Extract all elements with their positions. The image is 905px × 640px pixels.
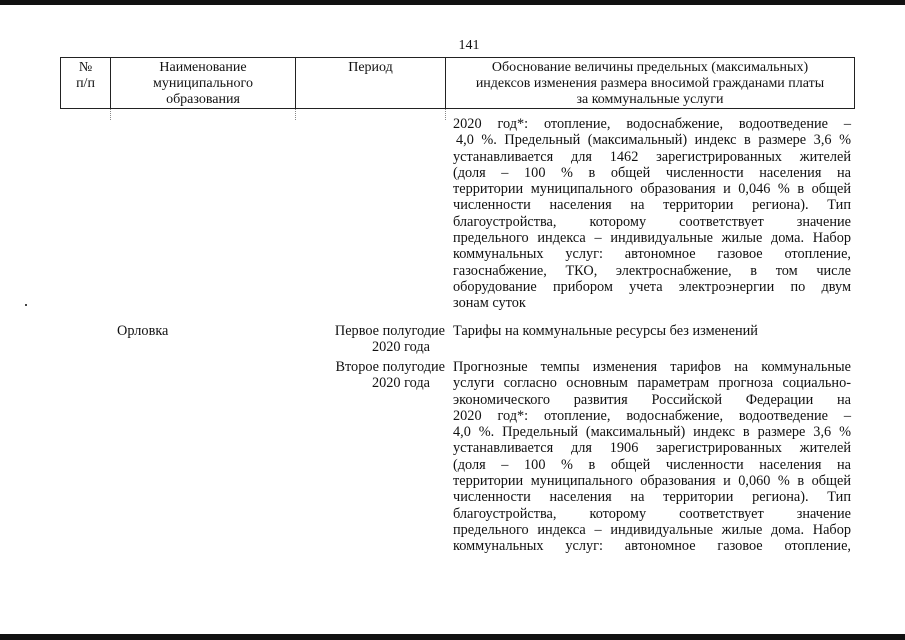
period-first-half [295, 323, 445, 356]
text-line: (доля – 100 % в общей численности населения на [453, 456, 851, 473]
header-municipality-line: Наименование [159, 60, 247, 75]
text-line: предельного индекса – индивидуальные жилые дома. Набор [453, 521, 851, 538]
header-municipality-cell [111, 58, 296, 108]
header-justification-cell [446, 58, 854, 108]
header-period-line: Период [348, 60, 393, 75]
text-line: устанавливается для 1462 зарегистрированных жителей [453, 148, 851, 165]
text-line: газоснабжение, ТКО, электроснабжение, в том числе [453, 262, 851, 279]
justification-text [453, 359, 851, 555]
table-body [60, 109, 855, 589]
header-number-cell [61, 58, 111, 108]
text-line: коммунальных услуг: автономное газовое отопление, [453, 538, 851, 555]
header-number-line: № [78, 60, 93, 75]
text-line: благоустройства, которому соответствует значение [453, 213, 851, 230]
header-justification-line: за коммунальные услуги [576, 92, 724, 107]
text-line: коммунальных услуг: автономное газовое отопление, [453, 246, 851, 263]
scan-speck [25, 304, 27, 306]
period-line: Второе полугодие [335, 359, 445, 375]
tariffs-unchanged-text: Тарифы на коммунальные ресурсы без изменений [453, 323, 758, 339]
header-justification-line: Обоснование величины предельных (максимальных) [491, 60, 809, 75]
text-line: услуги согласно основным параметрам прогноза социально- [453, 375, 851, 392]
text-line: Прогнозные темпы изменения тарифов на коммунальные [453, 359, 851, 375]
header-municipality-line: муниципального [153, 76, 253, 91]
text-line: 4,0 %. Предельный (максимальный) индекс в размере 3,6 % [456, 132, 851, 149]
header-period-cell [296, 58, 446, 108]
column-divider [110, 109, 111, 120]
table-header [60, 57, 855, 109]
page-number: 141 [458, 38, 480, 53]
period-second-half [295, 359, 445, 392]
text-line: экономического развития Российской Федерации на [453, 391, 851, 408]
justification-text-continued [453, 116, 851, 312]
text-line: устанавливается для 1906 зарегистрированных жителей [453, 440, 851, 457]
municipality-name: Орловка [117, 323, 169, 339]
header-justification-line: индексов изменения размера вносимой гражданами платы [475, 76, 825, 91]
text-line: оборудование прибором учета электроэнергии по двум [453, 278, 851, 295]
text-line: численности населения на территории региона). Тип [453, 489, 851, 506]
text-line: 4,0 %. Предельный (максимальный) индекс в размере 3,6 % [453, 424, 851, 441]
period-line: 2020 года [371, 339, 430, 356]
scan-top-border [0, 0, 905, 5]
text-line: 2020 год*: отопление, водоснабжение, водоотведение – [453, 116, 851, 132]
text-line: (доля – 100 % в общей численности населения на [453, 164, 851, 181]
header-municipality-line: образования [166, 92, 240, 107]
text-line: благоустройства, которому соответствует значение [453, 505, 851, 522]
text-line: 2020 год*: отопление, водоснабжение, водоотведение – [453, 407, 851, 424]
text-line: предельного индекса – индивидуальные жилые дома. Набор [453, 230, 851, 247]
header-number-line: п/п [76, 76, 95, 91]
column-divider [445, 109, 446, 120]
text-line: территории муниципального образования и 0,060 % в общей [453, 473, 851, 490]
text-line: зонам суток [453, 295, 526, 312]
text-line: территории муниципального образования и 0,046 % в общей [453, 181, 851, 198]
column-divider [295, 109, 296, 120]
period-line: 2020 года [371, 375, 430, 392]
text-line: численности населения на территории региона). Тип [453, 197, 851, 214]
scan-bottom-border [0, 634, 905, 640]
period-line: Первое полугодие [334, 323, 445, 339]
